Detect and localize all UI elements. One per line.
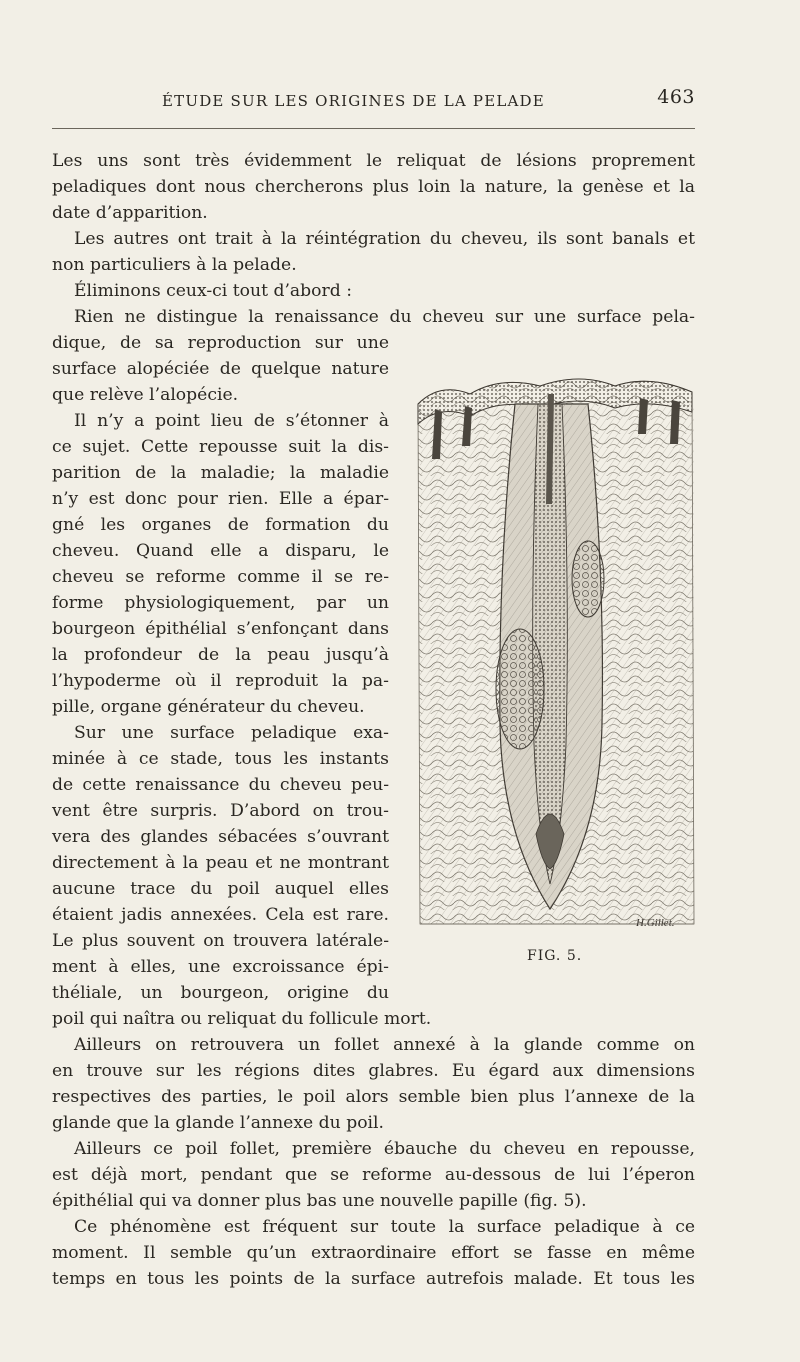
page-number: 463 — [657, 86, 695, 108]
text-line: Les autres ont trait à la réintégration du cheveu, ils sont banals et — [74, 229, 695, 249]
text-line: de cette renaissance du cheveu peu- — [52, 775, 389, 795]
text-line: épithélial qui va donner plus bas une nouvelle papille (fig. 5). — [52, 1191, 587, 1211]
text-line: Le plus souvent on trouvera latérale- — [52, 931, 389, 951]
text-line: aucune trace du poil auquel elles — [52, 879, 389, 899]
text-line: Ce phénomène est fréquent sur toute la surface peladique à ce — [74, 1217, 695, 1237]
text-line: cheveu se reforme comme il se re- — [52, 567, 389, 587]
running-title: ÉTUDE SUR LES ORIGINES DE LA PELADE — [162, 92, 545, 110]
text-line: cheveu. Quand elle a disparu, le — [52, 541, 389, 561]
text-line: Ailleurs ce poil follet, première ébauche du cheveu en repousse, — [74, 1139, 695, 1159]
text-line: dique, de sa reproduction sur une — [52, 333, 389, 353]
figure-caption: FIG. 5. — [527, 948, 583, 964]
text-line: surface alopéciée de quelque nature — [52, 359, 389, 379]
text-line: minée à ce stade, tous les instants — [52, 749, 389, 769]
text-line: en trouve sur les régions dites glabres. Eu égard aux dimensions — [52, 1061, 695, 1081]
text-line: temps en tous les points de la surface autrefois malade. Et tous les — [52, 1269, 695, 1289]
text-line: parition de la maladie; la maladie — [52, 463, 389, 483]
text-line: l’hypoderme où il reproduit la pa- — [52, 671, 389, 691]
text-line: Ailleurs on retrouvera un follet annexé à la glande comme on — [74, 1035, 695, 1055]
text-line: ment à elles, une excroissance épi- — [52, 957, 389, 977]
text-line: Rien ne distingue la renaissance du cheveu sur une surface pela- — [74, 307, 695, 327]
text-line: gné les organes de formation du — [52, 515, 389, 535]
text-line: vent être surpris. D’abord on trou- — [52, 801, 389, 821]
text-line: forme physiologiquement, par un — [52, 593, 389, 613]
text-line: Éliminons ceux-ci tout d’abord : — [74, 281, 352, 301]
text-line: pille, organe générateur du cheveu. — [52, 697, 365, 717]
text-line: théliale, un bourgeon, origine du — [52, 983, 389, 1003]
text-line: non particuliers à la pelade. — [52, 255, 297, 275]
text-line: ce sujet. Cette repousse suit la dis- — [52, 437, 389, 457]
engraver-signature: H.Gillet. — [636, 917, 675, 929]
text-line: étaient jadis annexées. Cela est rare. — [52, 905, 389, 925]
text-line: est déjà mort, pendant que se reforme au-dessous de lui l’éperon — [52, 1165, 695, 1185]
text-line: la profondeur de la peau jusqu’à — [52, 645, 389, 665]
text-line: que relève l’alopécie. — [52, 385, 239, 405]
text-line: respectives des parties, le poil alors semble bien plus l’annexe de la — [52, 1087, 695, 1107]
hair-follicle-engraving — [410, 364, 700, 942]
text-line: date d’apparition. — [52, 203, 208, 223]
text-line: Sur une surface peladique exa- — [74, 723, 389, 743]
text-line: moment. Il semble qu’un extraordinaire effort se fasse en même — [52, 1243, 695, 1263]
text-line: Il n’y a point lieu de s’étonner à — [74, 411, 389, 431]
text-line: directement à la peau et ne montrant — [52, 853, 389, 873]
text-line: poil qui naîtra ou reliquat du follicule mort. — [52, 1009, 432, 1029]
running-head — [52, 86, 695, 116]
text-line: bourgeon épithélial s’enfonçant dans — [52, 619, 389, 639]
text-line: glande que la glande l’annexe du poil. — [52, 1113, 385, 1133]
header-rule — [52, 128, 695, 129]
hair-follicle-figure — [410, 364, 700, 942]
text-line: n’y est donc pour rien. Elle a épar- — [52, 489, 389, 509]
text-line: Les uns sont très évidemment le reliquat de lésions proprement — [52, 151, 695, 171]
text-line: vera des glandes sébacées s’ouvrant — [52, 827, 389, 847]
text-line: peladiques dont nous chercherons plus loin la nature, la genèse et la — [52, 177, 695, 197]
